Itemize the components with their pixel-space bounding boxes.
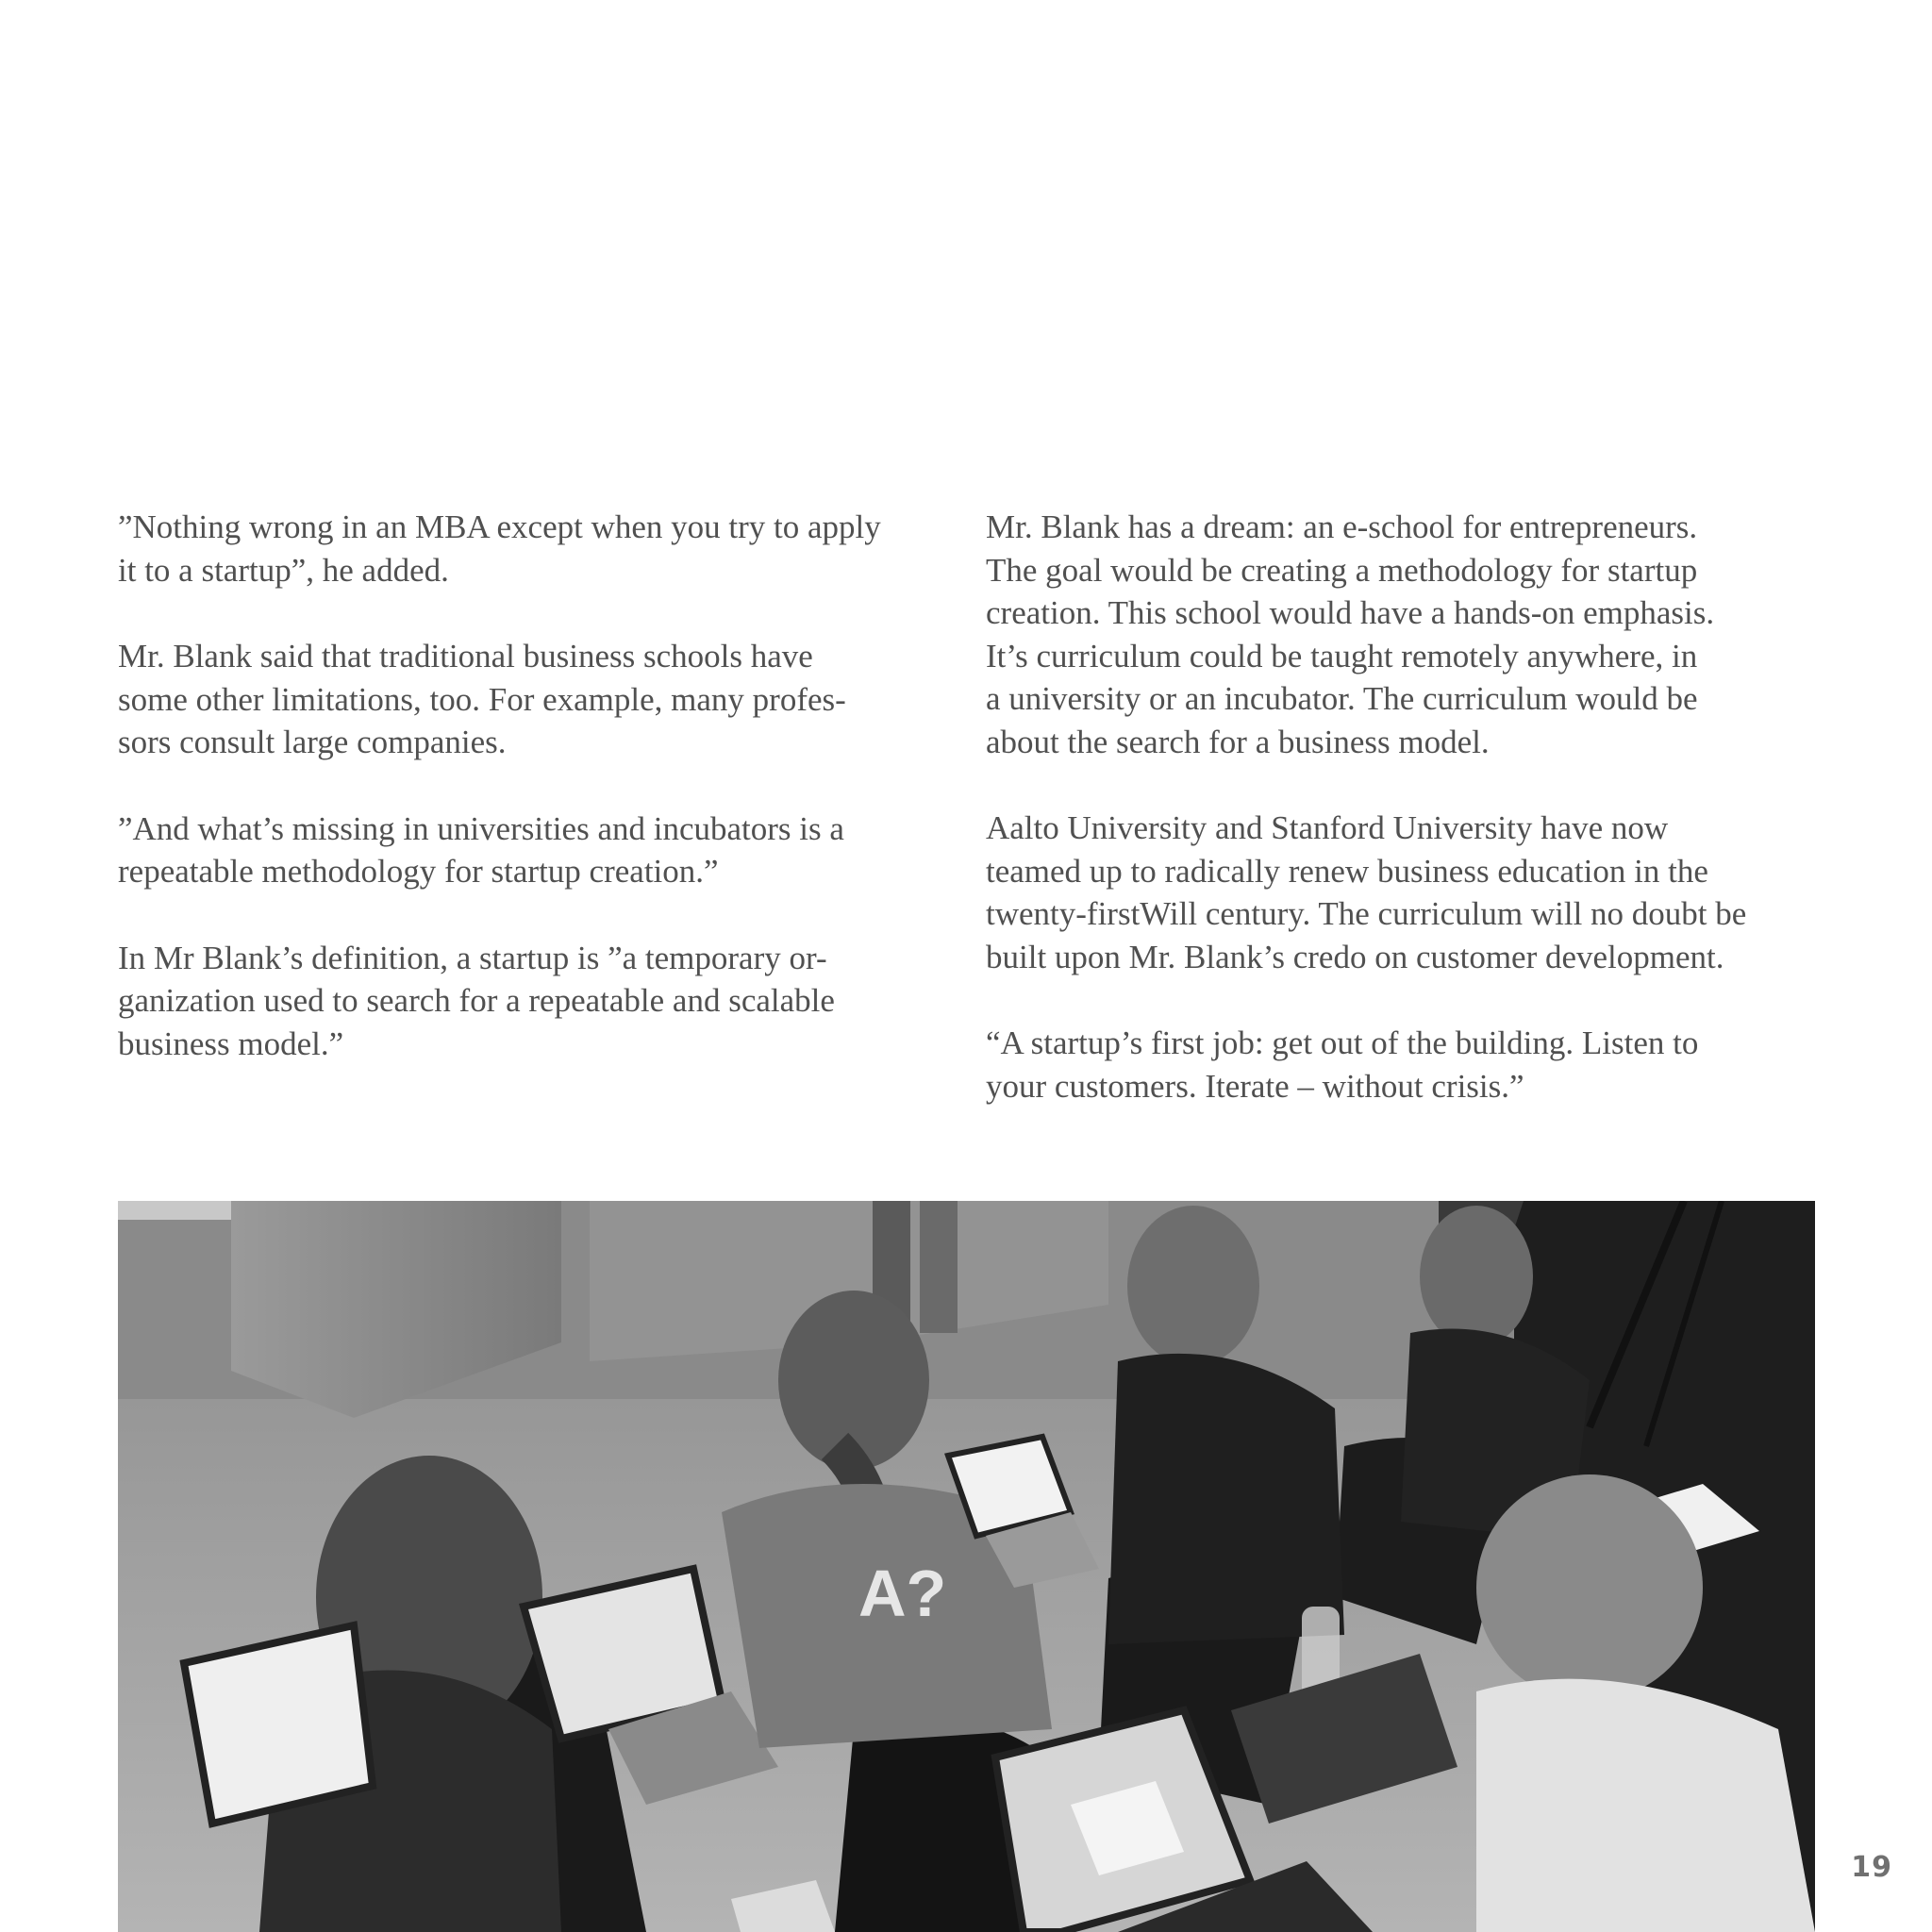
paragraph: In Mr Blank’s definition, a startup is ”a temporary or- ganization used to search for a repeatable and scalable business model.” (118, 939, 835, 1062)
paragraph: Aalto University and Stanford University have now teamed up to radically renew business education in the twenty-firstWill century. The curriculum will no doubt be built upon Mr. Blank’s credo on customer development. (986, 809, 1747, 975)
paragraph: Mr. Blank has a dream: an e-school for entrepreneurs. The goal would be creating a methodology for startup creation. This school would have a hands-on emphasis. It’s curriculum could be taught remotely anywhere, in a university or an incubator. The curriculum would be about the search for a business model. (986, 508, 1715, 760)
shirt-print: A? (858, 1557, 947, 1630)
paragraph: Mr. Blank said that traditional business schools have some other limitations, too. For example, many profes- sors consult large companies. (118, 638, 846, 760)
classroom-photo (118, 1201, 1815, 1932)
text-column-right (986, 506, 1835, 1151)
paragraph: ”Nothing wrong in an MBA except when you try to apply it to a startup”, he added. (118, 508, 881, 589)
paragraph: “A startup’s first job: get out of the building. Listen to your customers. Iterate – without crisis.” (986, 1024, 1699, 1105)
page-number: 19 (1851, 1851, 1892, 1884)
text-column-left (118, 506, 967, 1108)
paragraph: ”And what’s missing in universities and incubators is a repeatable methodology for startup creation.” (118, 809, 844, 890)
